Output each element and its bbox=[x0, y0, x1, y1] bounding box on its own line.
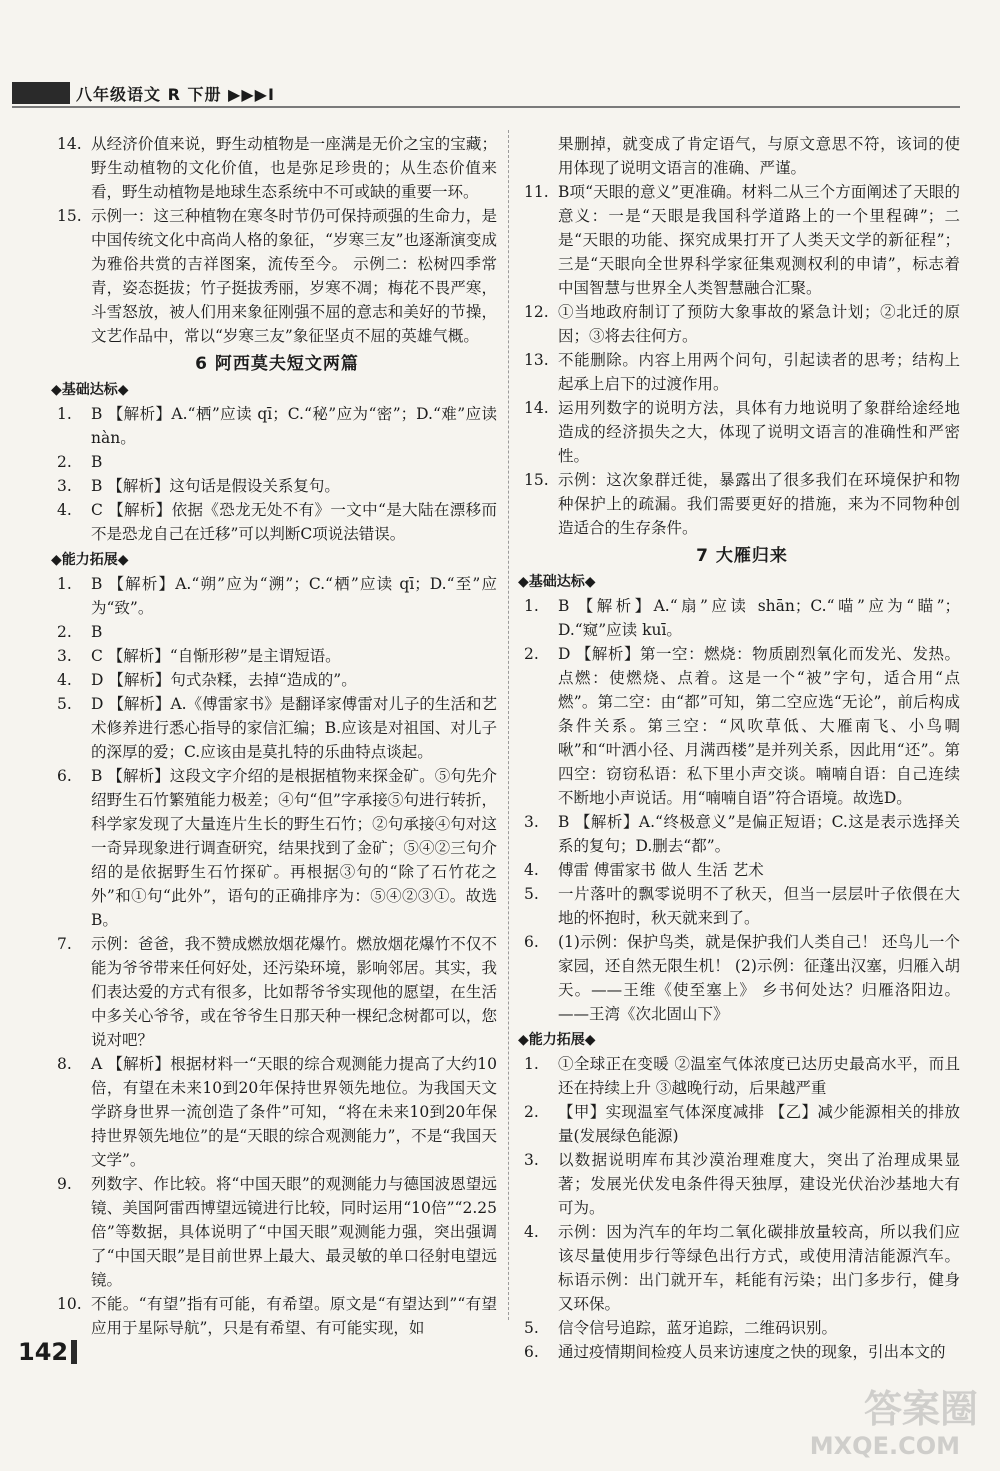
answer-item bbox=[524, 1220, 960, 1316]
answer-number: 15. bbox=[57, 207, 82, 225]
answer-item bbox=[524, 858, 960, 882]
answer-number: 5. bbox=[524, 885, 539, 903]
answer-text: ①当地政府制订了预防大象事故的紧急计划；②北迁的原因；③将去往何方。 bbox=[558, 303, 960, 345]
answer-text: 傅雷 傅雷家书 做人 生活 艺术 bbox=[558, 861, 764, 879]
answer-item bbox=[524, 1340, 960, 1364]
answer-number: 1. bbox=[57, 405, 72, 423]
answer-item bbox=[524, 468, 960, 540]
answer-number: 5. bbox=[57, 695, 72, 713]
answer-number: 6. bbox=[57, 767, 72, 785]
section-title-6: 6 阿西莫夫短文两篇 bbox=[195, 354, 359, 374]
answer-text: B bbox=[91, 453, 103, 471]
answer-text: 示例：这次象群迁徙，暴露出了很多我们在环境保护和物种保护上的疏漏。我们需要更好的措施，来为不同物种创造适合的生存条件。 bbox=[558, 471, 960, 537]
answer-text: 以数据说明库布其沙漠治理难度大，突出了治理成果显著；发展光伏发电条件得天独厚，建设光伏治沙基地大有可为。 bbox=[558, 1151, 960, 1217]
page-number-bar bbox=[71, 1340, 77, 1364]
left-column bbox=[51, 132, 497, 1340]
answer-text: 从经济价值来说，野生动植物是一座满是无价之宝的宝藏；野生动植物的文化价值，也是弥足珍贵的；从生态价值来看，野生动植物是地球生态系统中不可或缺的重要一环。 bbox=[91, 135, 497, 201]
answer-text: B 【解析】A.“栖”应读 qī；C.“秘”应为“密”；D.“难”应读 nàn。 bbox=[91, 405, 497, 447]
answer-item bbox=[57, 204, 497, 348]
answer-text: 示例一：这三种植物在寒冬时节仍可保持顽强的生命力，是中国传统文化中高尚人格的象征，“岁寒三友”也逐渐演变成为雅俗共赏的吉祥图案，流传至今。 示例二：松树四季常青，姿态挺拔；竹子挺拔秀丽，岁寒不凋；梅花不畏严寒，斗雪怒放，被人们用来象征刚强不屈的意志和美好的节操，文艺作品中，常以“岁寒三友”象征坚贞不屈的英雄气概。 bbox=[91, 207, 497, 345]
answer-number: 12. bbox=[524, 303, 549, 321]
answer-continuation bbox=[524, 132, 960, 180]
answer-text: 信令信号追踪，蓝牙追踪，二维码识别。 bbox=[558, 1319, 838, 1337]
answer-item bbox=[57, 402, 497, 450]
answer-number: 14. bbox=[524, 399, 549, 417]
answer-item bbox=[57, 1292, 497, 1340]
answer-item bbox=[57, 692, 497, 764]
answer-item bbox=[524, 594, 960, 642]
answer-item bbox=[57, 764, 497, 932]
answer-number: 4. bbox=[524, 1223, 539, 1241]
answer-item bbox=[57, 450, 497, 474]
answer-text: 【甲】实现温室气体深度减排 【乙】减少能源相关的排放量(发展绿色能源) bbox=[558, 1103, 960, 1145]
answer-number: 5. bbox=[524, 1319, 539, 1337]
right-column bbox=[518, 132, 960, 1364]
answer-number: 7. bbox=[57, 935, 72, 953]
section-title-7: 7 大雁归来 bbox=[696, 546, 788, 566]
answer-text: B 【解析】这段文字介绍的是根据植物来探金矿。⑤句先介绍野生石竹繁殖能力极差；④句“但”字承接⑤句进行转折，科学家发现了大量连片生长的野生石竹；②句承接④句对这一奇异现象进行调查研究，结果找到了金矿；⑤④②三句介绍的是依据野生石竹探矿。再根据③句的“除了石竹花之外”和①句“此外”，语句的正确排序为：⑤④②③①。故选B。 bbox=[91, 767, 497, 929]
answer-number: 13. bbox=[524, 351, 549, 369]
answer-item bbox=[524, 396, 960, 468]
subsection-extension: ◆能力拓展◆ bbox=[51, 552, 129, 568]
answer-number: 11. bbox=[524, 183, 549, 201]
answer-item bbox=[57, 132, 497, 204]
answer-item bbox=[524, 810, 960, 858]
page-number bbox=[18, 1338, 77, 1366]
answer-text: 列数字、作比较。将“中国天眼”的观测能力与德国波恩望远镜、美国阿雷西博望远镜进行比较，同时运用“10倍”“2.25倍”等数据，具体说明了“中国天眼”观测能力强，突出强调了“中国天眼”是目前世界上最大、最灵敏的单口径射电望远镜。 bbox=[91, 1175, 497, 1289]
answer-text: 一片落叶的飘零说明不了秋天，但当一层层叶子依偎在大地的怀抱时，秋天就来到了。 bbox=[558, 885, 960, 927]
answer-item bbox=[524, 1052, 960, 1100]
answer-number: 1. bbox=[524, 1055, 539, 1073]
watermark-url: MXQE.COM bbox=[809, 1432, 960, 1460]
answer-item bbox=[57, 932, 497, 1052]
answer-text: B 【解析】A.“朔”应为“溯”；C.“栖”应读 qī；D.“至”应为“致”。 bbox=[91, 575, 497, 617]
answer-item bbox=[524, 300, 960, 348]
answer-item bbox=[57, 474, 497, 498]
answer-text: D 【解析】句式杂糅，去掉“造成的”。 bbox=[91, 671, 357, 689]
answer-text: D 【解析】A.《傅雷家书》是翻译家傅雷对儿子的生活和艺术修养进行悉心指导的家信汇编；B.应该是对祖国、对儿子的深厚的爱；C.应该由是莫扎特的乐曲特点谈起。 bbox=[91, 695, 497, 761]
header-block-decoration bbox=[12, 82, 70, 104]
answer-number: 6. bbox=[524, 933, 539, 951]
answer-text: B项“天眼的意义”更准确。材料二从三个方面阐述了天眼的意义：一是“天眼是我国科学道路上的一个里程碑”；二是“天眼的功能、探究成果打开了人类天文学的新征程”；三是“天眼向全世界科学家征集观测权利的申请”，标志着中国智慧与世界全人类智慧融合汇聚。 bbox=[558, 183, 960, 297]
answer-number: 2. bbox=[57, 623, 72, 641]
subsection-basic: ◆基础达标◆ bbox=[51, 382, 129, 398]
answer-item bbox=[524, 1100, 960, 1148]
answer-item bbox=[524, 180, 960, 300]
answer-number: 6. bbox=[524, 1343, 539, 1361]
answer-text: 不能删除。内容上用两个问句，引起读者的思考；结构上起承上启下的过渡作用。 bbox=[558, 351, 960, 393]
answer-item bbox=[524, 1148, 960, 1220]
answer-number: 2. bbox=[524, 645, 539, 663]
answer-item bbox=[524, 882, 960, 930]
subsection-extension: ◆能力拓展◆ bbox=[518, 1032, 596, 1048]
answer-text: B bbox=[91, 623, 103, 641]
answer-number: 2. bbox=[524, 1103, 539, 1121]
answer-item bbox=[524, 642, 960, 810]
header-rule bbox=[12, 106, 960, 108]
answer-number: 1. bbox=[57, 575, 72, 593]
page-number-text: 142 bbox=[18, 1338, 69, 1366]
answer-item bbox=[524, 930, 960, 1026]
answer-text: C 【解析】依据《恐龙无处不有》一文中“是大陆在漂移而不是恐龙自己在迁移”可以判断C项说法错误。 bbox=[91, 501, 497, 543]
answer-item bbox=[57, 644, 497, 668]
answer-number: 2. bbox=[57, 453, 72, 471]
answer-number: 9. bbox=[57, 1175, 72, 1193]
header-title: 八年级语文 R 下册 ▶▶▶I bbox=[76, 84, 275, 104]
answer-number: 3. bbox=[57, 647, 72, 665]
answer-number: 4. bbox=[57, 501, 72, 519]
answer-text: 示例：爸爸，我不赞成燃放烟花爆竹。燃放烟花爆竹不仅不能为爷爷带来任何好处，还污染环境，影响邻居。其实，我们表达爱的方式有很多，比如帮爷爷实现他的愿望，在生活中多关心爷爷，或在爷爷生日那天种一棵纪念树都可以，您说对吧？ bbox=[91, 935, 497, 1049]
answer-number: 10. bbox=[57, 1295, 82, 1313]
answer-number: 1. bbox=[524, 597, 539, 615]
answer-number: 4. bbox=[57, 671, 72, 689]
answer-text: ①全球正在变暖 ②温室气体浓度已达历史最高水平，而且还在持续上升 ③越晚行动，后果越严重 bbox=[558, 1055, 960, 1097]
answer-number: 14. bbox=[57, 135, 82, 153]
column-divider bbox=[508, 130, 509, 1320]
answer-text: 运用列数字的说明方法，具体有力地说明了象群给途经地造成的经济损失之大，体现了说明文语言的准确性和严密性。 bbox=[558, 399, 960, 465]
answer-number: 3. bbox=[524, 1151, 539, 1169]
answer-number: 3. bbox=[57, 477, 72, 495]
answer-number: 4. bbox=[524, 861, 539, 879]
subsection-basic: ◆基础达标◆ bbox=[518, 574, 596, 590]
answer-text: (1)示例：保护鸟类，就是保护我们人类自己！ 还鸟儿一个家园，还自然无限生机！ (2)示例：征蓬出汉塞，归雁入胡天。——王维《使至塞上》 乡书何处达？归雁洛阳边。——王湾《次北固山下》 bbox=[558, 933, 960, 1023]
answer-text: 果删掉，就变成了肯定语气，与原文意思不符，该词的使用体现了说明文语言的准确、严谨。 bbox=[558, 135, 960, 177]
page-header bbox=[12, 80, 275, 106]
answer-item bbox=[524, 348, 960, 396]
answer-text: A 【解析】根据材料一“天眼的综合观测能力提高了大约10倍，有望在未来10到20年保持世界领先地位。为我国天文学跻身世界一流创造了条件”可知，“将在未来10到20年保持世界领先地位”的是“天眼的综合观测能力”，不是“我国天文学”。 bbox=[91, 1055, 497, 1169]
answer-item bbox=[57, 1172, 497, 1292]
answer-text: D 【解析】第一空：燃烧：物质剧烈氧化而发光、发热。点燃：使燃烧、点着。这是一个“被”字句，适合用“点燃”。第二空：由“都”可知，第二空应选“无论”，前后构成条件关系。第三空：“风吹草低、大雁南飞、小鸟啁啾”和“叶洒小径、月满西楼”是并列关系，因此用“还”。第四空：窃窃私语：私下里小声交谈。喃喃自语：自己连续不断地小声说话。用“喃喃自语”符合语境。故选D。 bbox=[558, 645, 960, 807]
answer-number: 8. bbox=[57, 1055, 72, 1073]
answer-text: 示例：因为汽车的年均二氧化碳排放量较高，所以我们应该尽量使用步行等绿色出行方式，或使用清洁能源汽车。标语示例：出门就开车，耗能有污染；出门多步行，健身又环保。 bbox=[558, 1223, 960, 1313]
answer-text: B 【解析】A.“扇”应读 shān；C.“喵”应为“瞄”；D.“窥”应读 kuī。 bbox=[558, 597, 960, 639]
answer-item bbox=[57, 668, 497, 692]
answer-number: 15. bbox=[524, 471, 549, 489]
answer-text: B 【解析】这句话是假设关系复句。 bbox=[91, 477, 340, 495]
answer-text: B 【解析】A.“终极意义”是偏正短语；C.这是表示选择关系的复句；D.删去“都”。 bbox=[558, 813, 960, 855]
answer-text: C 【解析】“自惭形秽”是主谓短语。 bbox=[91, 647, 341, 665]
answer-item bbox=[57, 572, 497, 620]
answer-item bbox=[524, 1316, 960, 1340]
answer-text: 通过疫情期间检疫人员来访速度之快的现象，引出本文的 bbox=[558, 1343, 946, 1361]
answer-number: 3. bbox=[524, 813, 539, 831]
watermark-logo: 答案圈 bbox=[863, 1387, 978, 1431]
answer-item bbox=[57, 620, 497, 644]
answer-item bbox=[57, 1052, 497, 1172]
answer-text: 不能。“有望”指有可能，有希望。原文是“有望达到”“有望应用于星际导航”，只是有希望、有可能实现，如 bbox=[91, 1295, 497, 1337]
answer-item bbox=[57, 498, 497, 546]
